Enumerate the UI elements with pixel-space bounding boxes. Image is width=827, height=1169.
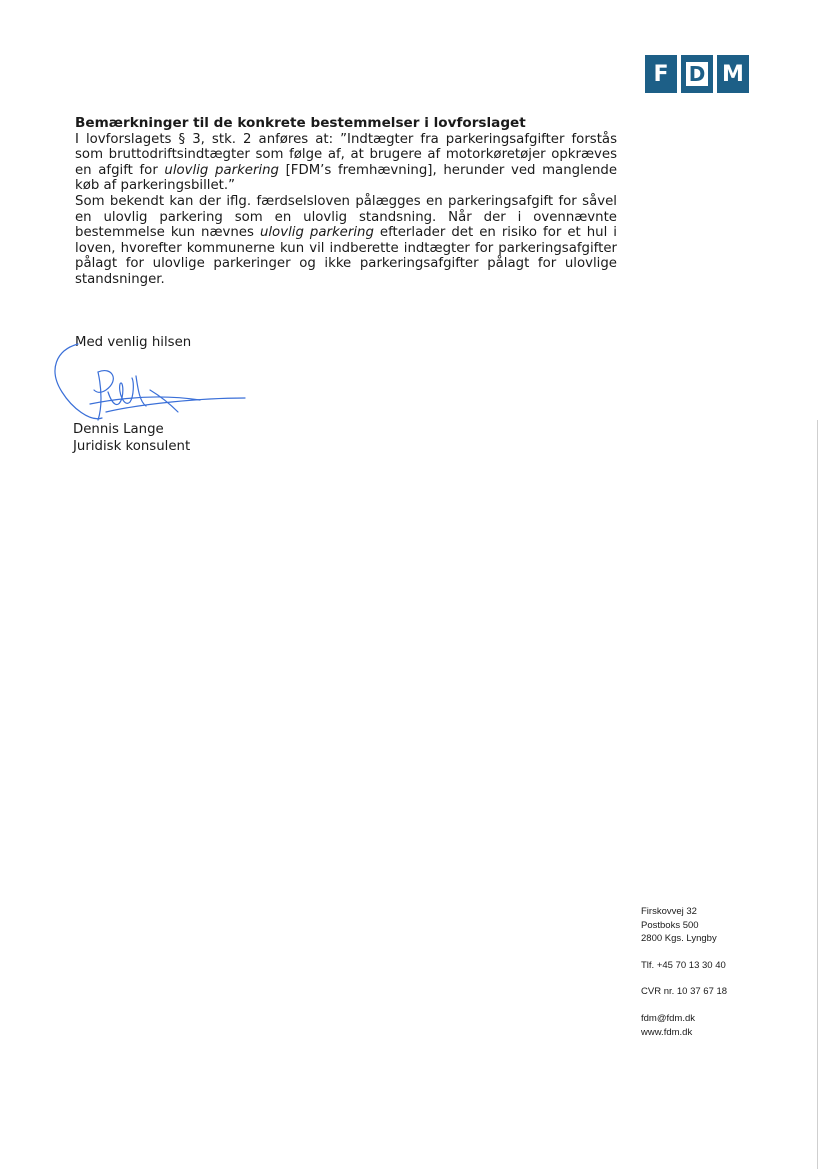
signer-name: Dennis Lange: [73, 422, 164, 437]
paragraph-2-emphasis: ulovlig parkering: [259, 225, 374, 241]
paragraph-2-text-a: Som bekendt kan der iflg. færdselsloven pålægges en parkeringsafgift for såvel en ulovlig parkering som en ulovlig standsning. Når der i ovennævnte bestemmelse kun nævnes: [75, 193, 617, 241]
address-phone: Tlf. +45 70 13 30 40: [641, 959, 726, 971]
address-city: 2800 Kgs. Lyngby: [641, 933, 717, 945]
paragraph-1-text-a: I lovforslagets § 3, stk. 2 anføres at: ”Indtægter fra parkeringsafgifter forstås som bruttodriftsindtægter som følge af, at brugere af motorkøretøjer opkræves en afgift for: [75, 131, 617, 178]
spacer: [641, 972, 791, 985]
spacer: [641, 946, 791, 959]
paragraph-1-text-b: [FDM’s fremhævning], herunder ved manglende køb af parkeringsbillet.”: [75, 162, 617, 194]
address-cvr: CVR nr. 10 37 67 18: [641, 986, 728, 998]
logo-letter-d: D: [686, 62, 708, 86]
signer-title: Juridisk konsulent: [73, 439, 191, 454]
paragraph-1: [75, 132, 617, 194]
address-block: [641, 905, 791, 1039]
logo-letter-f: F: [645, 55, 677, 93]
section-heading: Bemærkninger til de konkrete bestemmelser i lovforslaget: [75, 115, 526, 131]
spacer: [641, 999, 791, 1012]
fdm-logo: [645, 55, 749, 93]
address-email[interactable]: fdm@fdm.dk: [641, 1012, 695, 1024]
letter-body: [75, 116, 617, 288]
closing-greeting: Med venlig hilsen: [75, 335, 192, 350]
address-pobox: Postboks 500: [641, 919, 699, 931]
address-web[interactable]: www.fdm.dk: [641, 1026, 693, 1038]
handwritten-signature: [50, 340, 250, 430]
signer-block: [73, 421, 190, 455]
paragraph-2-text-b: efterlader det en risiko for et hul i loven, hvorefter kommunerne kun vil indberette indtægter for parkeringsafgifter pålagt for ulovlige parkeringer og ikke parkeringsafgifter pålagt for ulovlige standsninger.: [75, 225, 617, 287]
paragraph-1-emphasis: ulovlig parkering: [164, 162, 279, 178]
page-edge-line: [817, 420, 818, 1169]
logo-letter-m: M: [717, 55, 749, 93]
logo-letter-d-box: [681, 55, 713, 93]
paragraph-2: [75, 194, 617, 288]
address-street: Firskovvej 32: [641, 906, 697, 917]
